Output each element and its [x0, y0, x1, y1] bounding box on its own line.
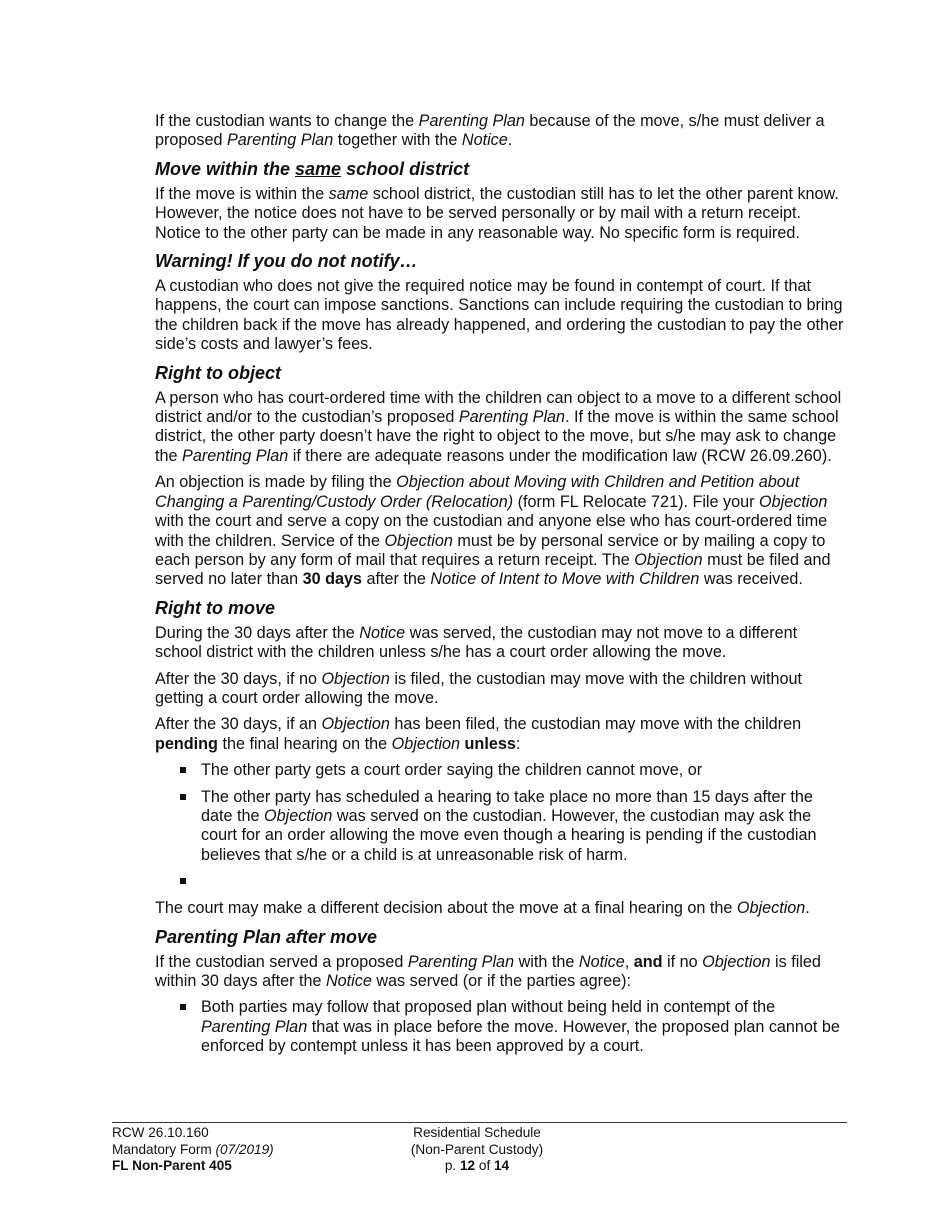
footer-rcw: RCW 26.10.160 — [112, 1125, 209, 1140]
paragraph-no-objection: After the 30 days, if no Objection is filed, the custodian may move with the children without getting a court order allowing the move. — [155, 669, 802, 707]
page-footer — [112, 1122, 847, 1173]
footer-form-number: FL Non-Parent 405 — [112, 1158, 232, 1173]
footer-center — [367, 1125, 587, 1175]
list-item-empty — [155, 872, 845, 892]
document-body — [155, 112, 845, 1064]
paragraph-proposed-plan: If the custodian served a proposed Parenting Plan with the Notice, and if no Objection is filed within 30 days after the Notice was served (or if the parties agree): — [155, 952, 821, 990]
list-item: The other party has scheduled a hearing to take place no more than 15 days after the date the Objection was served on the custodian. However, the custodian may ask the court for an order allowing the move even though a hearing is pending if the custodian believes that s/he or a child is at unreasonable risk of harm. — [155, 788, 845, 866]
paragraph-final-hearing: The court may make a different decision about the move at a final hearing on the Objection. — [155, 899, 810, 918]
heading-right-to-move: Right to move — [155, 597, 275, 618]
list-item: Both parties may follow that proposed plan without being held in contempt of the Parenting Plan that was in place before the move. However, the proposed plan cannot be enforced by contempt unless it has been approved by a court. — [155, 998, 845, 1056]
paragraph-change-plan: If the custodian wants to change the Parenting Plan because of the move, s/he must deliver a proposed Parenting Plan together with the Notice. — [155, 112, 825, 150]
paragraph-contempt: A custodian who does not give the required notice may be found in contempt of court. If that happens, the court can impose sanctions. Sanctions can include requiring the custodian to bring the children back if the move has already happened, and ordering the custodian to pay the other side’s costs and lawyer’s fees. — [155, 277, 844, 354]
paragraph-objection-filed: After the 30 days, if an Objection has been filed, the custodian may move with the children pending the final hearing on the Objection unless: — [155, 715, 802, 753]
footer-page-number: p. 12 of 14 — [444, 1158, 510, 1173]
paragraph-30-days: During the 30 days after the Notice was served, the custodian may not move to a different school district with the children unless s/he has a court order allowing the move. — [155, 623, 798, 662]
heading-warning: Warning! If you do not notify… — [155, 251, 418, 272]
heading-right-to-object: Right to object — [155, 362, 281, 383]
footer-title-line1: Residential Schedule — [413, 1125, 541, 1140]
heading-same-school-district: Move within the same school district — [155, 158, 470, 179]
footer-left — [112, 1125, 362, 1175]
heading-parenting-plan-after-move: Parenting Plan after move — [155, 926, 378, 947]
paragraph-same-district: If the move is within the same school district, the custodian still has to let the other parent know. However, the notice does not have to be served personally or by mail with a return receipt. Notice to the other party can be made in any reasonable way. No specific form is required. — [155, 184, 839, 242]
paragraph-object: A person who has court-ordered time with the children can object to a move to a different school district and/or to the custodian’s proposed Parenting Plan. If the move is within the same school district, the other party doesn’t have the right to object to the move, but s/he may ask to change the Parenting Plan if there are adequate reasons under the modification law (RCW 26.09.260). — [155, 388, 842, 465]
unless-list — [155, 761, 845, 892]
plan-list — [155, 998, 845, 1056]
list-item: The other party gets a court order saying the children cannot move, or — [155, 761, 845, 780]
footer-title-line2: (Non-Parent Custody) — [410, 1141, 544, 1157]
footer-mandatory-form: Mandatory Form (07/2019) — [112, 1141, 274, 1157]
paragraph-objection-filing: An objection is made by filing the Objection about Moving with Children and Petition about Changing a Parenting/Custody Order (Relocation) (form FL Relocate 721). File your Objection with the court and serve a copy on the custodian and anyone else who has court-ordered time with the children. Service of the Objection must be by personal service or by mailing a copy to each person by any form of mail that requires a return receipt. The Objection must be filed and served no later than 30 days after the Notice of Intent to Move with Children was received. — [155, 473, 831, 589]
